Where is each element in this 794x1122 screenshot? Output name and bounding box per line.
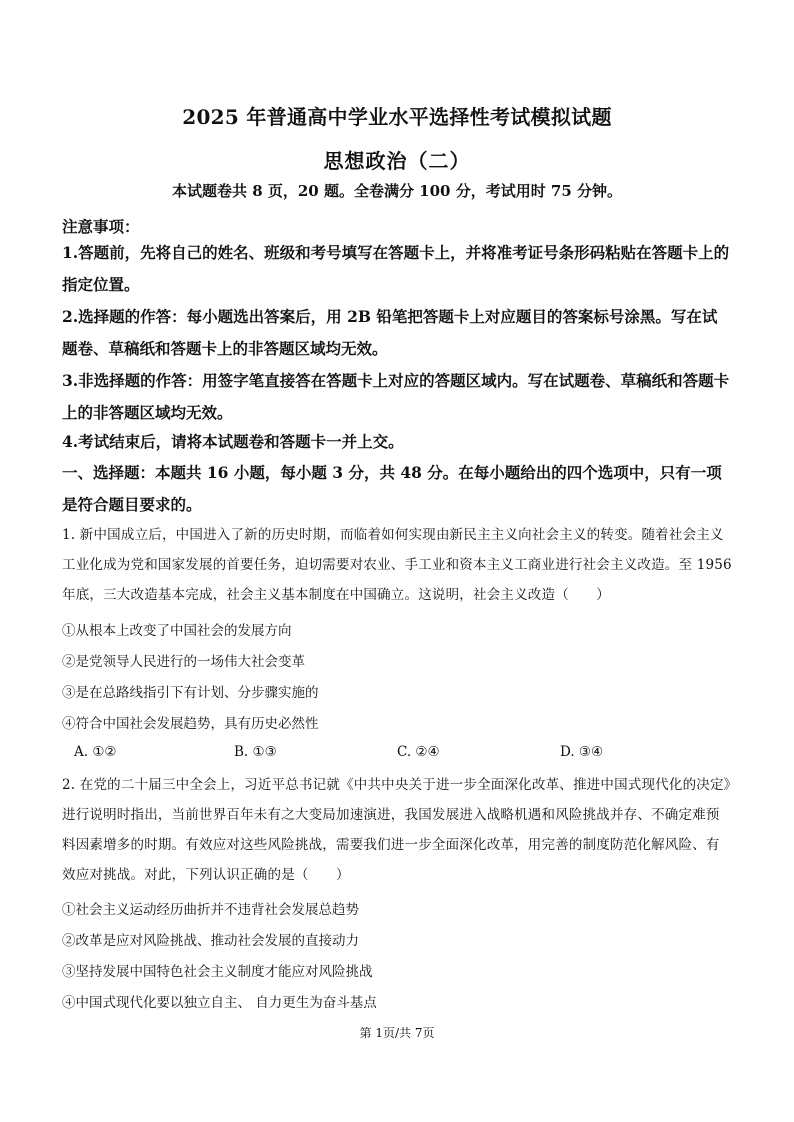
question-option: ③坚持发展中国特色社会主义制度才能应对风险挑战 <box>62 964 373 980</box>
question-option: ②是党领导人民进行的一场伟大社会变革 <box>62 654 305 670</box>
question-option: ③是在总路线指引下有计划、分步骤实施的 <box>62 685 319 701</box>
exam-meta: 本试题卷共 8 页，20 题。全卷满分 100 分，考试用时 75 分钟。 <box>171 182 623 200</box>
question-option: ①从根本上改变了中国社会的发展方向 <box>62 623 292 639</box>
answer-choice: C. ②④ <box>397 744 440 760</box>
notice-heading: 注意事项： <box>62 217 140 236</box>
question-option: ④中国式现代化要以独立自主、 自力更生为奋斗基点 <box>62 995 377 1011</box>
answer-choice: A. ①② <box>74 744 117 760</box>
question-option: ②改革是应对风险挑战、推动社会发展的直接动力 <box>62 933 359 949</box>
answer-choice: D. ③④ <box>560 744 604 760</box>
subject-title: 思想政治（二） <box>323 149 471 173</box>
question-option: ④符合中国社会发展趋势，具有历史必然性 <box>62 716 319 732</box>
question-stem: 1. 新中国成立后，中国进入了新的历史时期，而临着如何实现由新民主主义向社会主义的转变。随着社会主义工业化成为党和国家发展的首要任务，迫切需要对农业、手工业和资本主义工商业进行社会主义改造。至 1956 年底，三大改造基本完成，社会主义基本制度在中国确立。这说明，社会主义改造（ ） <box>62 527 732 603</box>
question-stem: 2. 在党的二十届三中全会上，习近平总书记就《中共中央关于进一步全面深化改革、推进中国式现代化的决定》进行说明时指出，当前世界百年未有之大变局加速演进，我国发展进入战略机遇和风险挑战并存、不确定难预料因素增多的时期。有效应对这些风险挑战，需要我们进一步全面深化改革，用完善的制度防范化解风险、有效应对挑战。对此，下列认识正确的是（ ） <box>62 777 731 883</box>
exam-title: 2025 年普通高中学业水平选择性考试模拟试题 <box>182 105 612 129</box>
question-option: ①社会主义运动经历曲折并不违背社会发展总趋势 <box>62 902 359 918</box>
section-heading: 一、选择题：本题共 16 小题，每小题 3 分，共 48 分。在每小题给出的四个选项中，只有一项是符合题目要求的。 <box>62 463 722 514</box>
notice-item: 3.非选择题的作答：用签字笔直接答在答题卡上对应的答题区域内。写在试题卷、草稿纸和答题卡上的非答题区域均无效。 <box>62 371 730 422</box>
notice-item: 2.选择题的作答：每小题选出答案后，用 2B 铅笔把答题卡上对应题目的答案标号涂黑。写在试题卷、草稿纸和答题卡上的非答题区域均无效。 <box>62 307 718 358</box>
answer-choice: B. ①③ <box>234 744 277 760</box>
notice-item: 4.考试结束后，请将本试题卷和答题卡一并上交。 <box>62 432 404 451</box>
notice-item: 1.答题前，先将自己的姓名、班级和考号填写在答题卡上，并将准考证号条形码粘贴在答题卡上的指定位置。 <box>62 243 730 294</box>
page-number: 第 1页/共 7页 <box>359 1026 435 1040</box>
